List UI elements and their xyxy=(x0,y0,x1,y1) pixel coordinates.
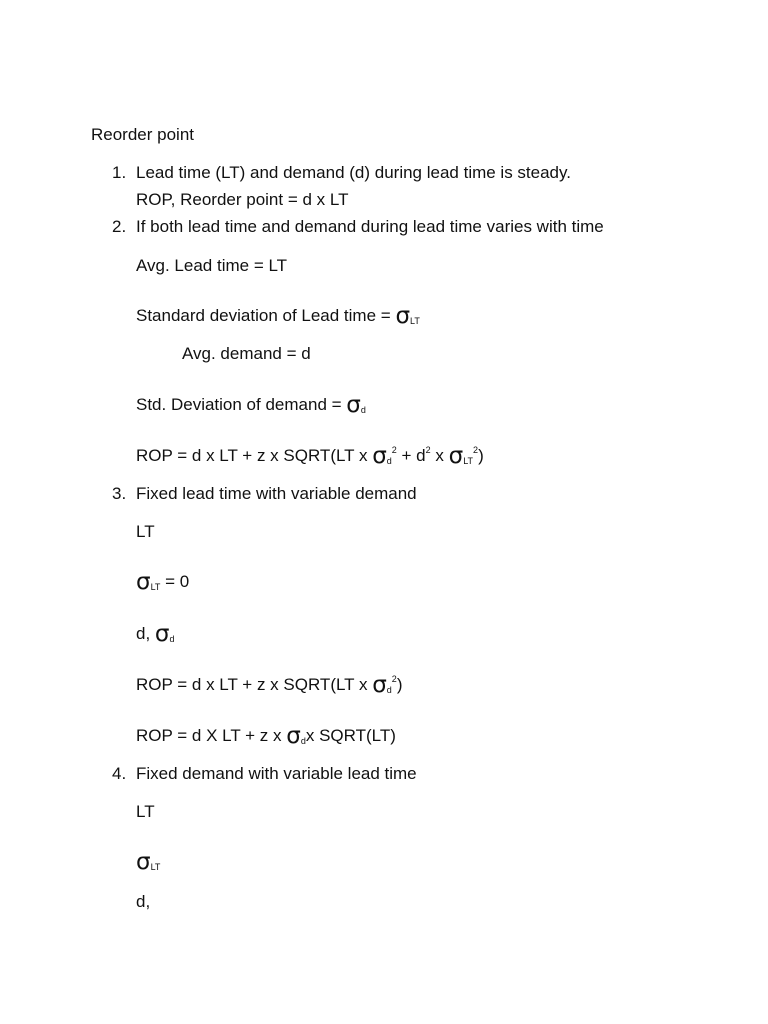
item-3-heading: Fixed lead time with variable demand xyxy=(136,484,417,503)
sigma-symbol: σ xyxy=(448,443,464,469)
item-4-lt: LT xyxy=(136,802,155,821)
item-4-heading: Fixed demand with variable lead time xyxy=(136,764,417,783)
list-number-3: 3. xyxy=(112,484,127,503)
avg-lead-time: Avg. Lead time = LT xyxy=(136,256,288,275)
sigma-symbol: σ xyxy=(154,621,170,647)
rop-formula-fixed-lt-2: ROP = d X LT + z x $\sigma_dx$ SQRT(LT) xyxy=(136,723,396,749)
list-number-1: 1. xyxy=(112,163,127,182)
sigma-symbol: σ xyxy=(395,303,411,329)
rop-formula-general: ROP = d x LT + z x SQRT(LT x $\sigma_d^2 + d^2$ x $\sigma_{LT}^2$) xyxy=(136,443,484,469)
sigma-symbol: σ xyxy=(136,849,151,875)
sigma-symbol: σ xyxy=(346,392,361,418)
item-4-sigma-lt: $\sigma_{LT}$ xyxy=(136,849,161,875)
item-2-heading: If both lead time and demand during lead time varies with time xyxy=(136,217,604,236)
sigma-lt-zero: $\sigma_{LT} = 0$ xyxy=(136,569,190,595)
rop-formula-fixed-lt-1: ROP = d x LT + z x SQRT(LT x $\sigma_d^2$) xyxy=(136,672,403,698)
sigma-symbol: σ xyxy=(286,723,301,749)
avg-demand: Avg. demand = d xyxy=(182,344,311,363)
item-3-lt: LT xyxy=(136,522,155,541)
sigma-symbol: σ xyxy=(372,672,387,698)
item-1-formula: ROP, Reorder point = d x LT xyxy=(136,190,349,209)
list-number-4: 4. xyxy=(112,764,127,783)
item-3-demand: d, $\sigma_d$ xyxy=(136,621,175,647)
std-demand: Std. Deviation of demand = $\sigma_d$ xyxy=(136,392,366,418)
doc-title: Reorder point xyxy=(91,125,195,144)
std-lead-time: Standard deviation of Lead time = $\sigma_{LT}$ xyxy=(136,303,420,329)
sigma-symbol: σ xyxy=(136,569,151,595)
item-1-heading: Lead time (LT) and demand (d) during lead time is steady. xyxy=(136,163,571,182)
item-4-demand: d, xyxy=(136,892,151,911)
list-number-2: 2. xyxy=(112,217,127,236)
sigma-symbol: σ xyxy=(372,443,387,469)
